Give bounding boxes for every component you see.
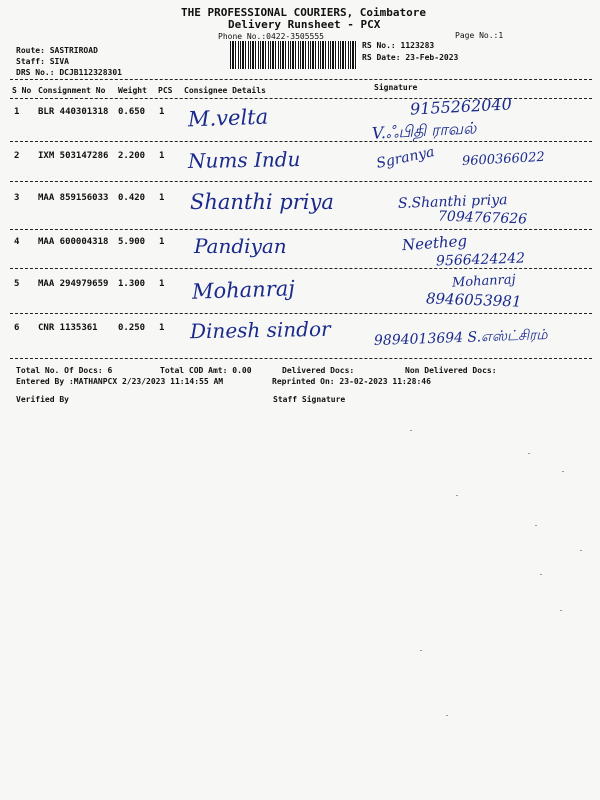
row-6-rule bbox=[10, 358, 592, 359]
row-6-sno: 6 bbox=[14, 323, 20, 333]
staff-label: Staff: SIVA bbox=[16, 57, 69, 66]
total-cod-amount: Total COD Amt: 0.00 bbox=[160, 366, 252, 375]
scan-speck bbox=[446, 715, 448, 716]
row-2-pcs: 1 bbox=[159, 151, 165, 161]
row-4-consignment: MAA 600004318 bbox=[38, 237, 109, 247]
row-5-signature-phone: 8946053981 bbox=[425, 289, 522, 311]
route-label: Route: SASTRIROAD bbox=[16, 46, 98, 55]
scan-speck bbox=[540, 574, 542, 575]
document-title: Delivery Runsheet - PCX bbox=[228, 18, 381, 31]
row-4-rule bbox=[10, 268, 592, 269]
row-4-weight: 5.900 bbox=[118, 237, 146, 247]
non-delivered-docs: Non Delivered Docs: bbox=[405, 366, 497, 375]
staff-signature-label: Staff Signature bbox=[273, 395, 346, 404]
row-4-signature-name: Neetheg bbox=[401, 231, 468, 255]
row-3-rule bbox=[10, 229, 592, 230]
company-name: THE PROFESSIONAL COURIERS, Coimbatore bbox=[181, 6, 427, 19]
scan-speck bbox=[528, 453, 530, 454]
scan-speck bbox=[456, 495, 458, 496]
row-5-rule bbox=[10, 313, 592, 314]
row-4-signature-phone: 9566424242 bbox=[435, 250, 526, 270]
row-4-sno: 4 bbox=[14, 237, 20, 247]
row-4-consignee: Pandiyan bbox=[194, 234, 287, 258]
reprinted-on: Reprinted On: 23-02-2023 11:28:46 bbox=[272, 377, 431, 386]
row-1-pcs: 1 bbox=[159, 107, 165, 117]
row-1-signature-name: V.ஃபிதி ராவல் bbox=[371, 118, 477, 143]
scan-speck bbox=[562, 471, 564, 472]
scan-speck bbox=[535, 525, 537, 526]
row-2-sno: 2 bbox=[14, 151, 20, 161]
row-1-signature-phone: 9155262040 bbox=[409, 94, 513, 119]
row-2-rule bbox=[10, 181, 592, 182]
col-consignment: Consignment No bbox=[38, 86, 106, 95]
row-5-pcs: 1 bbox=[159, 279, 165, 289]
barcode-image bbox=[230, 41, 358, 69]
row-2-consignment: IXM 503147286 bbox=[38, 151, 109, 161]
row-1-consignment: BLR 440301318 bbox=[38, 107, 109, 117]
row-5-weight: 1.300 bbox=[118, 279, 146, 289]
scan-speck bbox=[580, 550, 582, 551]
verified-by: Verified By bbox=[16, 395, 69, 404]
row-1-sno: 1 bbox=[14, 107, 20, 117]
row-2-weight: 2.200 bbox=[118, 151, 146, 161]
row-2-signature-phone: 9600366022 bbox=[461, 149, 546, 170]
total-docs: Total No. Of Docs: 6 bbox=[16, 366, 113, 375]
row-6-pcs: 1 bbox=[159, 323, 165, 333]
row-2-consignee: Nums Indu bbox=[187, 147, 301, 173]
row-3-sno: 3 bbox=[14, 193, 20, 203]
col-pcs: PCS bbox=[158, 86, 173, 95]
page-number: Page No.:1 bbox=[455, 31, 504, 40]
row-4-pcs: 1 bbox=[159, 237, 165, 247]
row-5-sno: 5 bbox=[14, 279, 20, 289]
delivered-docs: Delivered Docs: bbox=[282, 366, 355, 375]
row-3-pcs: 1 bbox=[159, 193, 165, 203]
row-5-signature-name: Mohanraj bbox=[451, 272, 516, 291]
col-consignee: Consignee Details bbox=[184, 86, 266, 95]
col-signature: Signature bbox=[374, 83, 418, 92]
drs-number: DRS No.: DCJB112328301 bbox=[16, 68, 122, 77]
rs-number: RS No.: 1123283 bbox=[362, 41, 435, 50]
row-3-consignee: Shanthi priya bbox=[190, 190, 334, 214]
row-6-consignment: CNR 1135361 bbox=[38, 323, 98, 333]
scan-speck bbox=[420, 650, 422, 651]
rs-date: RS Date: 23-Feb-2023 bbox=[362, 53, 459, 62]
phone-number: Phone No.:0422-3505555 bbox=[218, 32, 324, 41]
entered-by: Entered By :MATHANPCX 2/23/2023 11:14:55 AM bbox=[16, 377, 224, 386]
row-5-consignee: Mohanraj bbox=[191, 276, 296, 304]
row-1-consignee: M.velta bbox=[187, 104, 269, 132]
row-3-signature-phone: 7094767626 bbox=[437, 208, 528, 228]
row-1-rule bbox=[10, 141, 592, 142]
row-3-consignment: MAA 859156033 bbox=[38, 193, 109, 203]
row-6-signature: 9894013694 S.எஸ்ட்சிரம் bbox=[373, 326, 548, 350]
col-sno: S No bbox=[12, 86, 32, 95]
scan-speck bbox=[560, 610, 562, 611]
header-top-rule bbox=[10, 79, 592, 80]
row-3-signature-name: S.Shanthi priya bbox=[397, 192, 508, 212]
row-1-weight: 0.650 bbox=[118, 107, 146, 117]
scan-speck bbox=[410, 430, 412, 431]
col-weight: Weight bbox=[118, 86, 147, 95]
row-5-consignment: MAA 294979659 bbox=[38, 279, 109, 289]
row-6-consignee: Dinesh sindor bbox=[189, 316, 331, 344]
row-2-signature-name: Sgranya bbox=[374, 144, 436, 172]
row-3-weight: 0.420 bbox=[118, 193, 146, 203]
row-6-weight: 0.250 bbox=[118, 323, 146, 333]
